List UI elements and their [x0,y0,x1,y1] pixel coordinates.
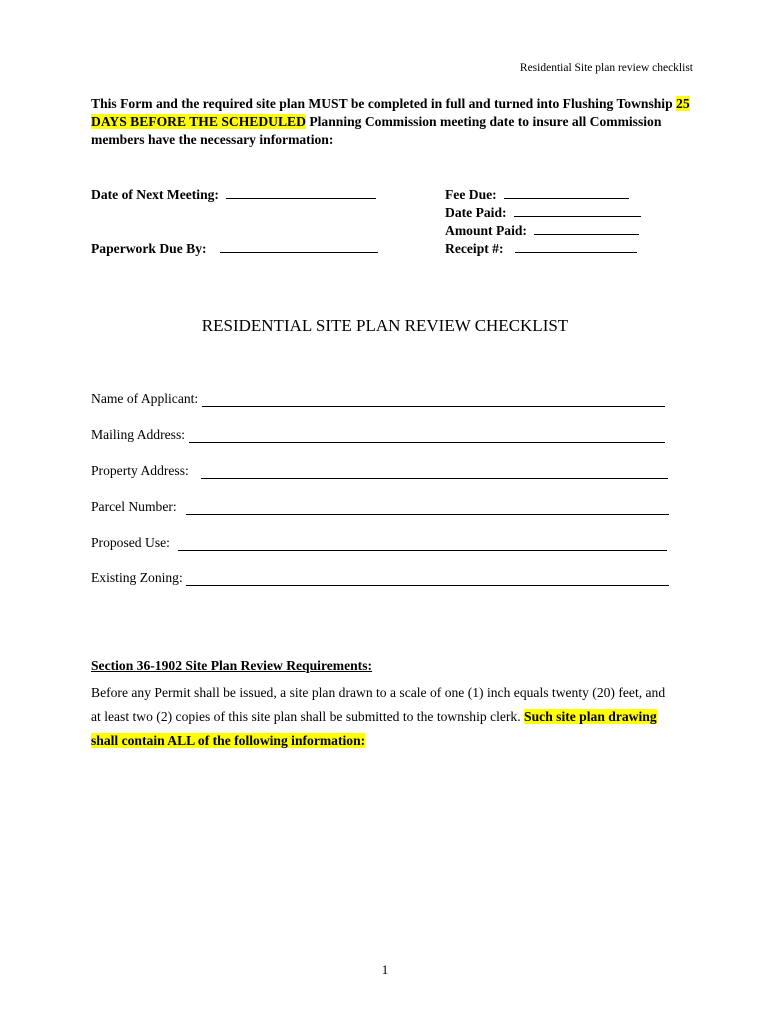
receipt-row [445,240,637,257]
running-header: Residential Site plan review checklist [519,62,693,74]
proposed-use-field[interactable] [178,539,667,551]
fee-due-row [445,186,629,203]
section-body [91,681,671,753]
parcel-number-label: Parcel Number: [91,499,177,514]
property-address-row [91,463,668,479]
applicant-name-row [91,391,665,407]
parcel-number-field[interactable] [186,503,669,515]
intro-instructions [91,95,691,149]
parcel-number-row [91,499,669,515]
amount-paid-row [445,222,639,239]
page-title: RESIDENTIAL SITE PLAN REVIEW CHECKLIST [201,316,569,335]
amount-paid-field[interactable] [534,222,639,235]
intro-deadline-highlight: 25 DAYS BEFORE THE SCHEDULED [91,96,690,129]
next-meeting-label: Date of Next Meeting: [91,187,219,202]
section-body-highlight: Such site plan drawing shall contain ALL of the following information: [91,709,657,748]
mailing-address-field[interactable] [189,431,665,443]
proposed-use-label: Proposed Use: [91,535,170,550]
existing-zoning-row [91,570,669,586]
mailing-address-label: Mailing Address: [91,427,186,442]
paperwork-due-field[interactable] [220,240,378,253]
section-heading: Section 36-1902 Site Plan Review Requirements: [91,658,373,673]
existing-zoning-label: Existing Zoning: [91,570,183,585]
amount-paid-label: Amount Paid: [445,223,527,238]
intro-text-1: This Form and the required site plan MUST be completed in full and turned into Flushing Township [91,96,677,111]
property-address-label: Property Address: [91,463,189,478]
page-number: 1 [381,962,389,977]
date-paid-field[interactable] [514,204,641,217]
paperwork-due-label: Paperwork Due By: [91,241,207,256]
proposed-use-row [91,535,667,551]
fee-due-field[interactable] [504,186,629,199]
next-meeting-field[interactable] [226,186,376,199]
fee-due-label: Fee Due: [445,187,497,202]
section-body-text: Before any Permit shall be issued, a site plan drawn to a scale of one (1) inch equals twenty (20) feet, and at least two (2) copies of this site plan shall be submitted to the township clerk. [91,685,666,724]
next-meeting-row [91,186,376,203]
applicant-name-label: Name of Applicant: [91,391,199,406]
date-paid-label: Date Paid: [445,205,507,220]
mailing-address-row [91,427,665,443]
date-paid-row [445,204,641,221]
existing-zoning-field[interactable] [186,574,669,586]
applicant-name-field[interactable] [202,395,665,407]
receipt-field[interactable] [515,240,637,253]
property-address-field[interactable] [201,467,668,479]
receipt-label: Receipt #: [445,241,504,256]
intro-text-2: Planning Commission meeting date to insure all Commission members have the necessary information: [91,114,662,147]
paperwork-due-row [91,240,378,257]
